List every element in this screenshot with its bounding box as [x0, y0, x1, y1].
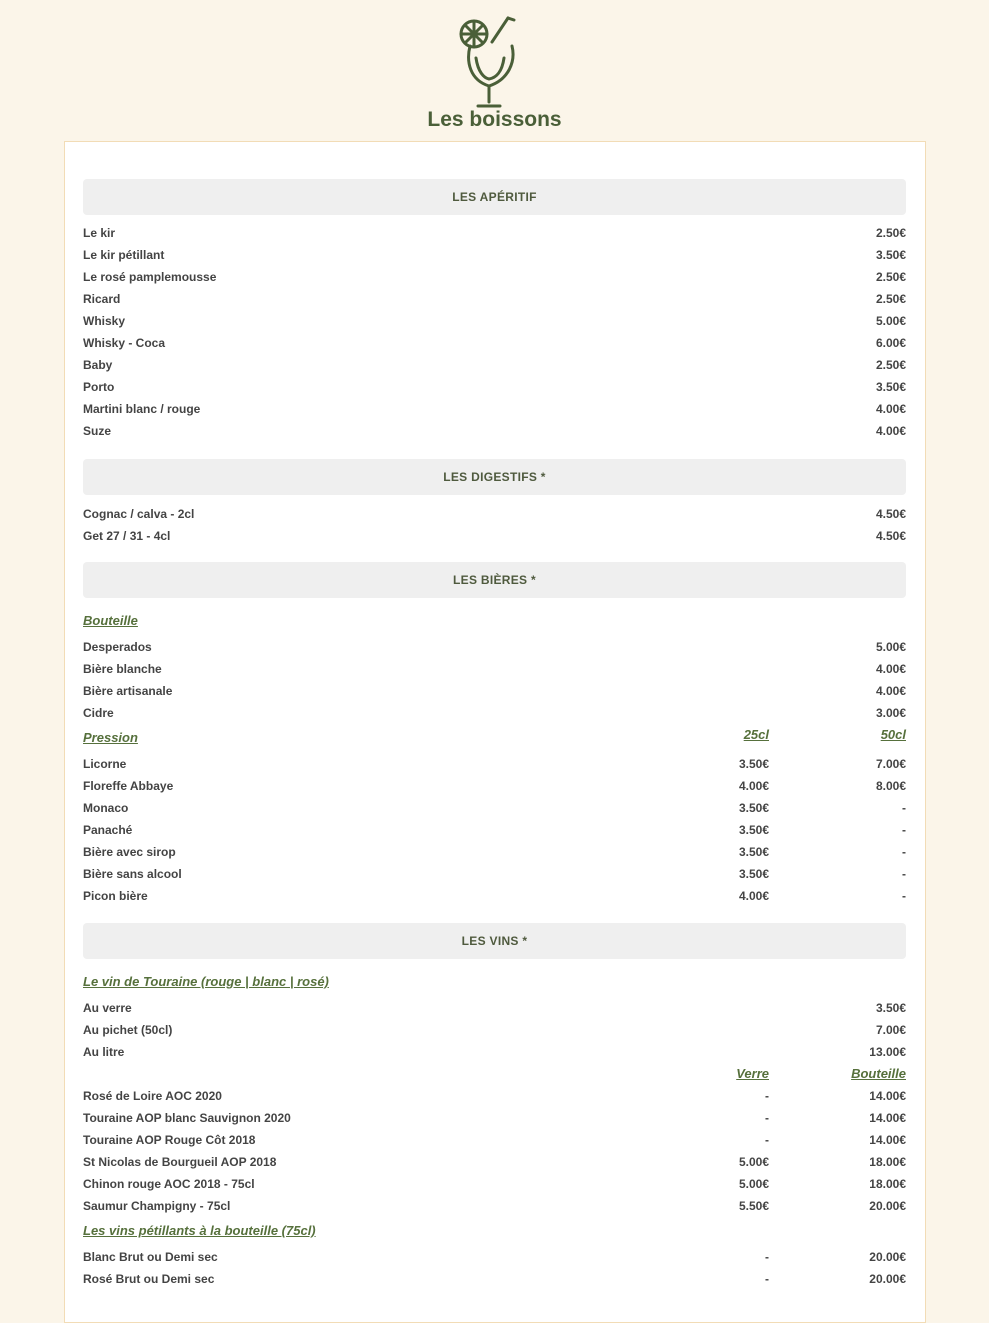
item-price: 4.00€: [875, 662, 906, 676]
item-price-col2: 18.00€: [869, 1155, 906, 1169]
column-header-2: 50cl: [880, 727, 906, 742]
list-item: [83, 503, 906, 525]
item-name: Bière blanche: [83, 662, 162, 676]
list-item: [83, 885, 906, 907]
item-name: Blanc Brut ou Demi sec: [83, 1250, 218, 1264]
item-name: Bière avec sirop: [83, 845, 176, 859]
section-aperitif: LES APÉRITIF: [83, 179, 906, 215]
item-price: 7.00€: [875, 1023, 906, 1037]
item-price-col1: 5.50€: [738, 1199, 769, 1213]
item-price-col1: 3.50€: [738, 845, 769, 859]
item-name: Au pichet (50cl): [83, 1023, 173, 1037]
list-item: [83, 376, 906, 398]
list-item: [83, 997, 906, 1019]
list-item: [83, 753, 906, 775]
item-price-col1: 5.00€: [738, 1155, 769, 1169]
item-name: Le rosé pamplemousse: [83, 270, 217, 284]
item-name: Le kir pétillant: [83, 248, 165, 262]
item-price: 6.00€: [875, 336, 906, 350]
list-item: [83, 775, 906, 797]
item-price-col1: -: [765, 1133, 769, 1147]
item-price: 5.00€: [875, 640, 906, 654]
item-price-col2: -: [902, 867, 906, 881]
list-item: [83, 841, 906, 863]
item-price-col1: 3.50€: [738, 801, 769, 815]
item-name: Cognac / calva - 2cl: [83, 507, 195, 521]
section-digestifs: LES DIGESTIFS *: [83, 459, 906, 495]
item-name: Panaché: [83, 823, 133, 837]
item-price-col2: 8.00€: [875, 779, 906, 793]
list-item: [83, 1173, 906, 1195]
list-item: [83, 658, 906, 680]
column-header-1: Verre: [736, 1066, 769, 1081]
list-item: [83, 636, 906, 658]
item-price: 3.50€: [875, 1001, 906, 1015]
item-price: 3.50€: [875, 248, 906, 262]
item-price-col2: -: [902, 801, 906, 815]
list-item: [83, 1107, 906, 1129]
item-name: Touraine AOP blanc Sauvignon 2020: [83, 1111, 291, 1125]
list-item: [83, 680, 906, 702]
item-price-col1: 3.50€: [738, 867, 769, 881]
column-header-2: Bouteille: [851, 1066, 906, 1081]
item-price-col1: 4.00€: [738, 889, 769, 903]
list-item: [83, 244, 906, 266]
item-price-col2: 20.00€: [869, 1250, 906, 1264]
item-name: Porto: [83, 380, 115, 394]
item-price: 4.00€: [875, 684, 906, 698]
list-item: [83, 310, 906, 332]
item-price: 4.00€: [875, 424, 906, 438]
item-price-col1: -: [765, 1250, 769, 1264]
item-name: St Nicolas de Bourgueil AOP 2018: [83, 1155, 277, 1169]
list-item: [83, 1268, 906, 1290]
item-price-col1: -: [765, 1272, 769, 1286]
page-title: Les boissons: [427, 108, 562, 131]
item-price-col1: -: [765, 1089, 769, 1103]
item-price-col1: 4.00€: [738, 779, 769, 793]
list-item: [83, 1085, 906, 1107]
list-item: [83, 863, 906, 885]
list-item: [83, 1195, 906, 1217]
item-name: Rosé Brut ou Demi sec: [83, 1272, 215, 1286]
item-name: Martini blanc / rouge: [83, 402, 201, 416]
list-item: [83, 797, 906, 819]
item-name: Cidre: [83, 706, 114, 720]
item-price-col2: -: [902, 845, 906, 859]
item-price: 4.50€: [875, 529, 906, 543]
item-price-col2: 14.00€: [869, 1089, 906, 1103]
item-name: Suze: [83, 424, 112, 438]
item-name: Bière artisanale: [83, 684, 173, 698]
item-name: Saumur Champigny - 75cl: [83, 1199, 231, 1213]
item-name: Picon bière: [83, 889, 148, 903]
list-item: [83, 1129, 906, 1151]
item-price: 3.50€: [875, 380, 906, 394]
item-name: Bière sans alcool: [83, 867, 182, 881]
list-item: [83, 354, 906, 376]
subheading-touraine: Le vin de Touraine (rouge | blanc | rosé): [83, 974, 329, 989]
item-price-col2: -: [902, 889, 906, 903]
list-item: [83, 266, 906, 288]
list-item: [83, 1246, 906, 1268]
item-price-col2: 20.00€: [869, 1199, 906, 1213]
item-price: 2.50€: [875, 270, 906, 284]
section-bieres: LES BIÈRES *: [83, 562, 906, 598]
list-item: [83, 525, 906, 547]
item-name: Monaco: [83, 801, 129, 815]
item-name: Baby: [83, 358, 113, 372]
item-name: Touraine AOP Rouge Côt 2018: [83, 1133, 256, 1147]
item-price-col2: 18.00€: [869, 1177, 906, 1191]
item-price: 5.00€: [875, 314, 906, 328]
item-price-col1: 3.50€: [738, 823, 769, 837]
item-price-col2: 14.00€: [869, 1133, 906, 1147]
list-item: [83, 819, 906, 841]
item-price: 4.50€: [875, 507, 906, 521]
subheading-pression: Pression: [83, 730, 138, 745]
item-price-col1: 5.00€: [738, 1177, 769, 1191]
item-price-col2: 20.00€: [869, 1272, 906, 1286]
item-name: Ricard: [83, 292, 121, 306]
list-item: [83, 288, 906, 310]
item-name: Le kir: [83, 226, 116, 240]
item-price-col1: 3.50€: [738, 757, 769, 771]
item-name: Desperados: [83, 640, 152, 654]
item-price: 4.00€: [875, 402, 906, 416]
page-header: [0, 0, 989, 140]
list-item: [83, 702, 906, 724]
list-item: [83, 420, 906, 442]
item-name: Au verre: [83, 1001, 132, 1015]
item-price-col2: -: [902, 823, 906, 837]
item-name: Get 27 / 31 - 4cl: [83, 529, 171, 543]
cocktail-icon: [456, 14, 522, 110]
item-name: Whisky - Coca: [83, 336, 166, 350]
list-item: [83, 332, 906, 354]
item-price-col2: 14.00€: [869, 1111, 906, 1125]
item-price: 13.00€: [869, 1045, 906, 1059]
list-item: [83, 1151, 906, 1173]
column-header-1: 25cl: [743, 727, 769, 742]
item-name: Chinon rouge AOC 2018 - 75cl: [83, 1177, 255, 1191]
item-price-col2: 7.00€: [875, 757, 906, 771]
item-price-col1: -: [765, 1111, 769, 1125]
item-price: 2.50€: [875, 226, 906, 240]
list-item: [83, 398, 906, 420]
item-name: Floreffe Abbaye: [83, 779, 174, 793]
item-price: 3.00€: [875, 706, 906, 720]
item-name: Au litre: [83, 1045, 125, 1059]
subheading-bouteille: Bouteille: [83, 613, 138, 628]
subheading-petillants: Les vins pétillants à la bouteille (75cl): [83, 1223, 316, 1238]
list-item: [83, 222, 906, 244]
item-name: Whisky: [83, 314, 126, 328]
item-name: Licorne: [83, 757, 127, 771]
item-name: Rosé de Loire AOC 2020: [83, 1089, 222, 1103]
item-price: 2.50€: [875, 292, 906, 306]
item-price: 2.50€: [875, 358, 906, 372]
section-vins: LES VINS *: [83, 923, 906, 959]
list-item: [83, 1019, 906, 1041]
list-item: [83, 1041, 906, 1063]
